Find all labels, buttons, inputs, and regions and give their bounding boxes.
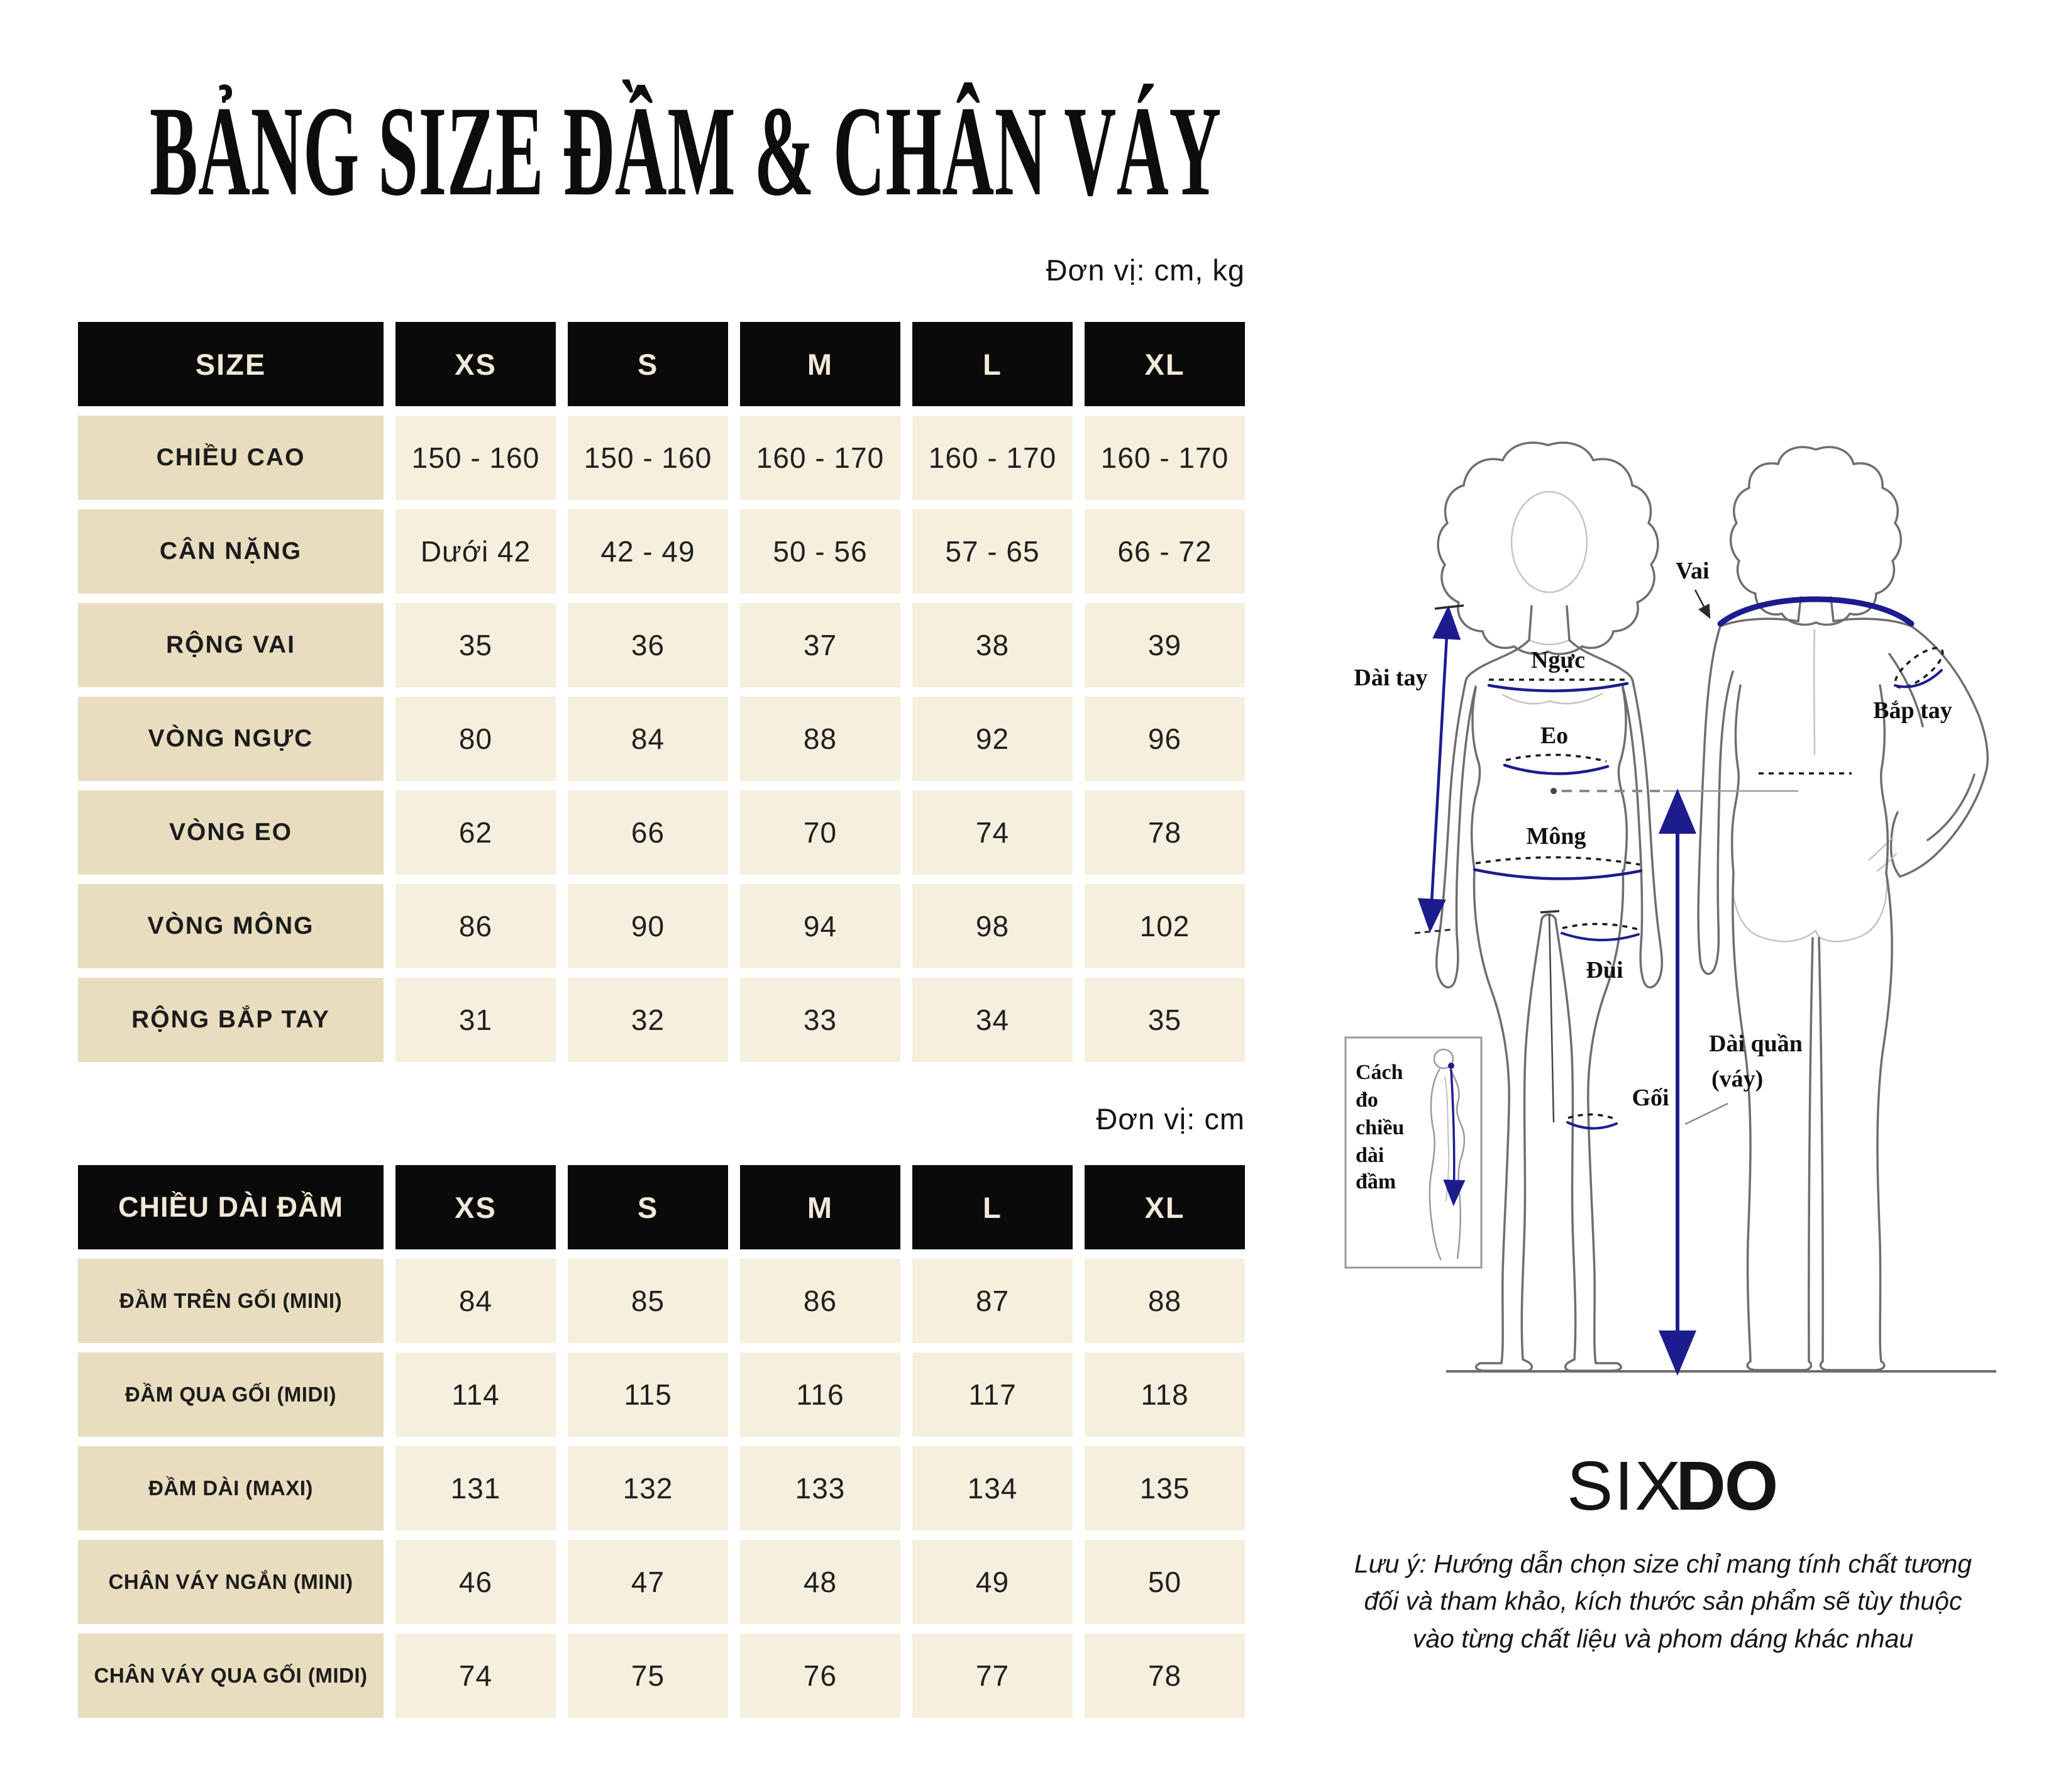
value-cell: 84: [568, 697, 728, 781]
row-label: RỘNG BẮP TAY: [78, 978, 384, 1062]
value-cell: 74: [395, 1634, 556, 1718]
value-cell: 94: [740, 884, 900, 968]
row-label: CHÂN VÁY NGẮN (MINI): [78, 1540, 384, 1624]
value-cell: Dưới 42: [395, 509, 556, 594]
label-hip: Mông: [1526, 823, 1586, 849]
row-label: VÒNG NGỰC: [78, 697, 384, 781]
value-cell: 74: [912, 790, 1073, 875]
box-line-4: dài: [1356, 1144, 1384, 1167]
size-header-cell: L: [912, 1165, 1073, 1249]
value-cell: 88: [1085, 1259, 1245, 1343]
value-cell: 150 - 160: [568, 416, 728, 500]
value-cell: 150 - 160: [395, 416, 556, 500]
value-cell: 160 - 170: [1085, 416, 1245, 500]
row-label: CHIỀU CAO: [78, 416, 384, 500]
value-cell: 42 - 49: [568, 509, 728, 594]
value-cell: 77: [912, 1634, 1073, 1718]
value-cell: 76: [740, 1634, 900, 1718]
value-cell: 102: [1085, 884, 1245, 968]
value-cell: 98: [912, 884, 1073, 968]
value-cell: 38: [912, 603, 1073, 687]
size-header-cell: S: [568, 1165, 728, 1249]
value-cell: 88: [740, 697, 900, 781]
value-cell: 32: [568, 978, 728, 1062]
measurement-marks: [1415, 590, 1948, 1364]
value-cell: 90: [568, 884, 728, 968]
row-label: VÒNG EO: [78, 790, 384, 875]
disclaimer-note: [1339, 1546, 1987, 1657]
value-cell: 78: [1085, 1634, 1245, 1718]
disclaimer-line: Lưu ý: Hướng dẫn chọn size chỉ mang tính chất tương: [1354, 1549, 1972, 1578]
value-cell: 50: [1085, 1540, 1245, 1624]
value-cell: 86: [395, 884, 556, 968]
page-title: BẢNG SIZE ĐẦM & CHÂN VÁY: [150, 80, 1222, 223]
box-line-3: chiều: [1356, 1116, 1405, 1139]
value-cell: 160 - 170: [740, 416, 900, 500]
value-cell: 36: [568, 603, 728, 687]
measure-guide-box: [1346, 1037, 1481, 1268]
row-label: ĐẦM TRÊN GỐI (MINI): [78, 1259, 384, 1343]
value-cell: 57 - 65: [912, 509, 1073, 594]
label-skirt-length-2: (váy): [1711, 1066, 1764, 1092]
value-cell: 116: [740, 1352, 900, 1437]
table-title-cell: CHIỀU DÀI ĐẦM: [78, 1165, 384, 1249]
size-header-cell: M: [740, 1165, 900, 1249]
value-cell: 70: [740, 790, 900, 875]
label-shoulder: Vai: [1676, 558, 1710, 584]
label-thigh: Đùi: [1586, 957, 1623, 983]
box-line-2: đo: [1356, 1088, 1378, 1112]
size-header-cell: XS: [395, 322, 556, 406]
size-header-cell: L: [912, 322, 1073, 406]
size-header-cell: XL: [1085, 1165, 1245, 1249]
disclaimer-line: vào từng chất liệu và phom dáng khác nhau: [1412, 1623, 1914, 1653]
row-label: ĐẦM QUA GỐI (MIDI): [78, 1352, 384, 1437]
value-cell: 47: [568, 1540, 728, 1624]
back-figure: [1698, 447, 1987, 1370]
value-cell: 66: [568, 790, 728, 875]
label-skirt-length-1: Dài quần: [1709, 1031, 1803, 1057]
logo-do: DO: [1676, 1447, 1777, 1525]
body-size-table: [78, 322, 1245, 1062]
size-header-cell: M: [740, 322, 900, 406]
value-cell: 33: [740, 978, 900, 1062]
label-knee: Gối: [1632, 1085, 1669, 1111]
label-waist: Eo: [1540, 722, 1569, 749]
label-bust: Ngực: [1530, 647, 1586, 673]
value-cell: 133: [740, 1446, 900, 1530]
row-label: ĐẦM DÀI (MAXI): [78, 1446, 384, 1530]
value-cell: 39: [1085, 603, 1245, 687]
value-cell: 35: [395, 603, 556, 687]
value-cell: 62: [395, 790, 556, 875]
box-line-5: đầm: [1356, 1170, 1396, 1193]
measurement-diagram: [1320, 390, 2056, 1415]
value-cell: 85: [568, 1259, 728, 1343]
value-cell: 114: [395, 1352, 556, 1437]
value-cell: 87: [912, 1259, 1073, 1343]
label-upper-arm: Bắp tay: [1873, 697, 1952, 724]
value-cell: 134: [912, 1446, 1073, 1530]
value-cell: 160 - 170: [912, 416, 1073, 500]
value-cell: 84: [395, 1259, 556, 1343]
brand-logo: [1567, 1446, 1777, 1526]
size-header-cell: XS: [395, 1165, 556, 1249]
table-title-cell: SIZE: [78, 322, 384, 406]
row-label: CÂN NẶNG: [78, 509, 384, 594]
row-label: RỘNG VAI: [78, 603, 384, 687]
logo-six: SIX: [1567, 1447, 1683, 1525]
value-cell: 118: [1085, 1352, 1245, 1437]
value-cell: 46: [395, 1540, 556, 1624]
value-cell: 135: [1085, 1446, 1245, 1530]
value-cell: 75: [568, 1634, 728, 1718]
size-header-cell: S: [568, 322, 728, 406]
value-cell: 80: [395, 697, 556, 781]
value-cell: 50 - 56: [740, 509, 900, 594]
disclaimer-line: đối và tham khảo, kích thước sản phẩm sẽ tùy thuộc: [1364, 1586, 1962, 1616]
value-cell: 132: [568, 1446, 728, 1530]
value-cell: 48: [740, 1540, 900, 1624]
unit-label-top: Đơn vị: cm, kg: [1046, 253, 1245, 287]
dress-length-table: [78, 1165, 1245, 1718]
value-cell: 37: [740, 603, 900, 687]
value-cell: 78: [1085, 790, 1245, 875]
label-sleeve-length: Dài tay: [1354, 665, 1428, 691]
unit-label-bottom: Đơn vị: cm: [1096, 1102, 1245, 1136]
value-cell: 92: [912, 697, 1073, 781]
value-cell: 31: [395, 978, 556, 1062]
value-cell: 35: [1085, 978, 1245, 1062]
row-label: CHÂN VÁY QUA GỐI (MIDI): [78, 1634, 384, 1718]
row-label: VÒNG MÔNG: [78, 884, 384, 968]
value-cell: 115: [568, 1352, 728, 1437]
box-line-1: Cách: [1356, 1061, 1403, 1084]
value-cell: 34: [912, 978, 1073, 1062]
value-cell: 86: [740, 1259, 900, 1343]
value-cell: 96: [1085, 697, 1245, 781]
value-cell: 117: [912, 1352, 1073, 1437]
value-cell: 49: [912, 1540, 1073, 1624]
size-header-cell: XL: [1085, 322, 1245, 406]
value-cell: 131: [395, 1446, 556, 1530]
value-cell: 66 - 72: [1085, 509, 1245, 594]
